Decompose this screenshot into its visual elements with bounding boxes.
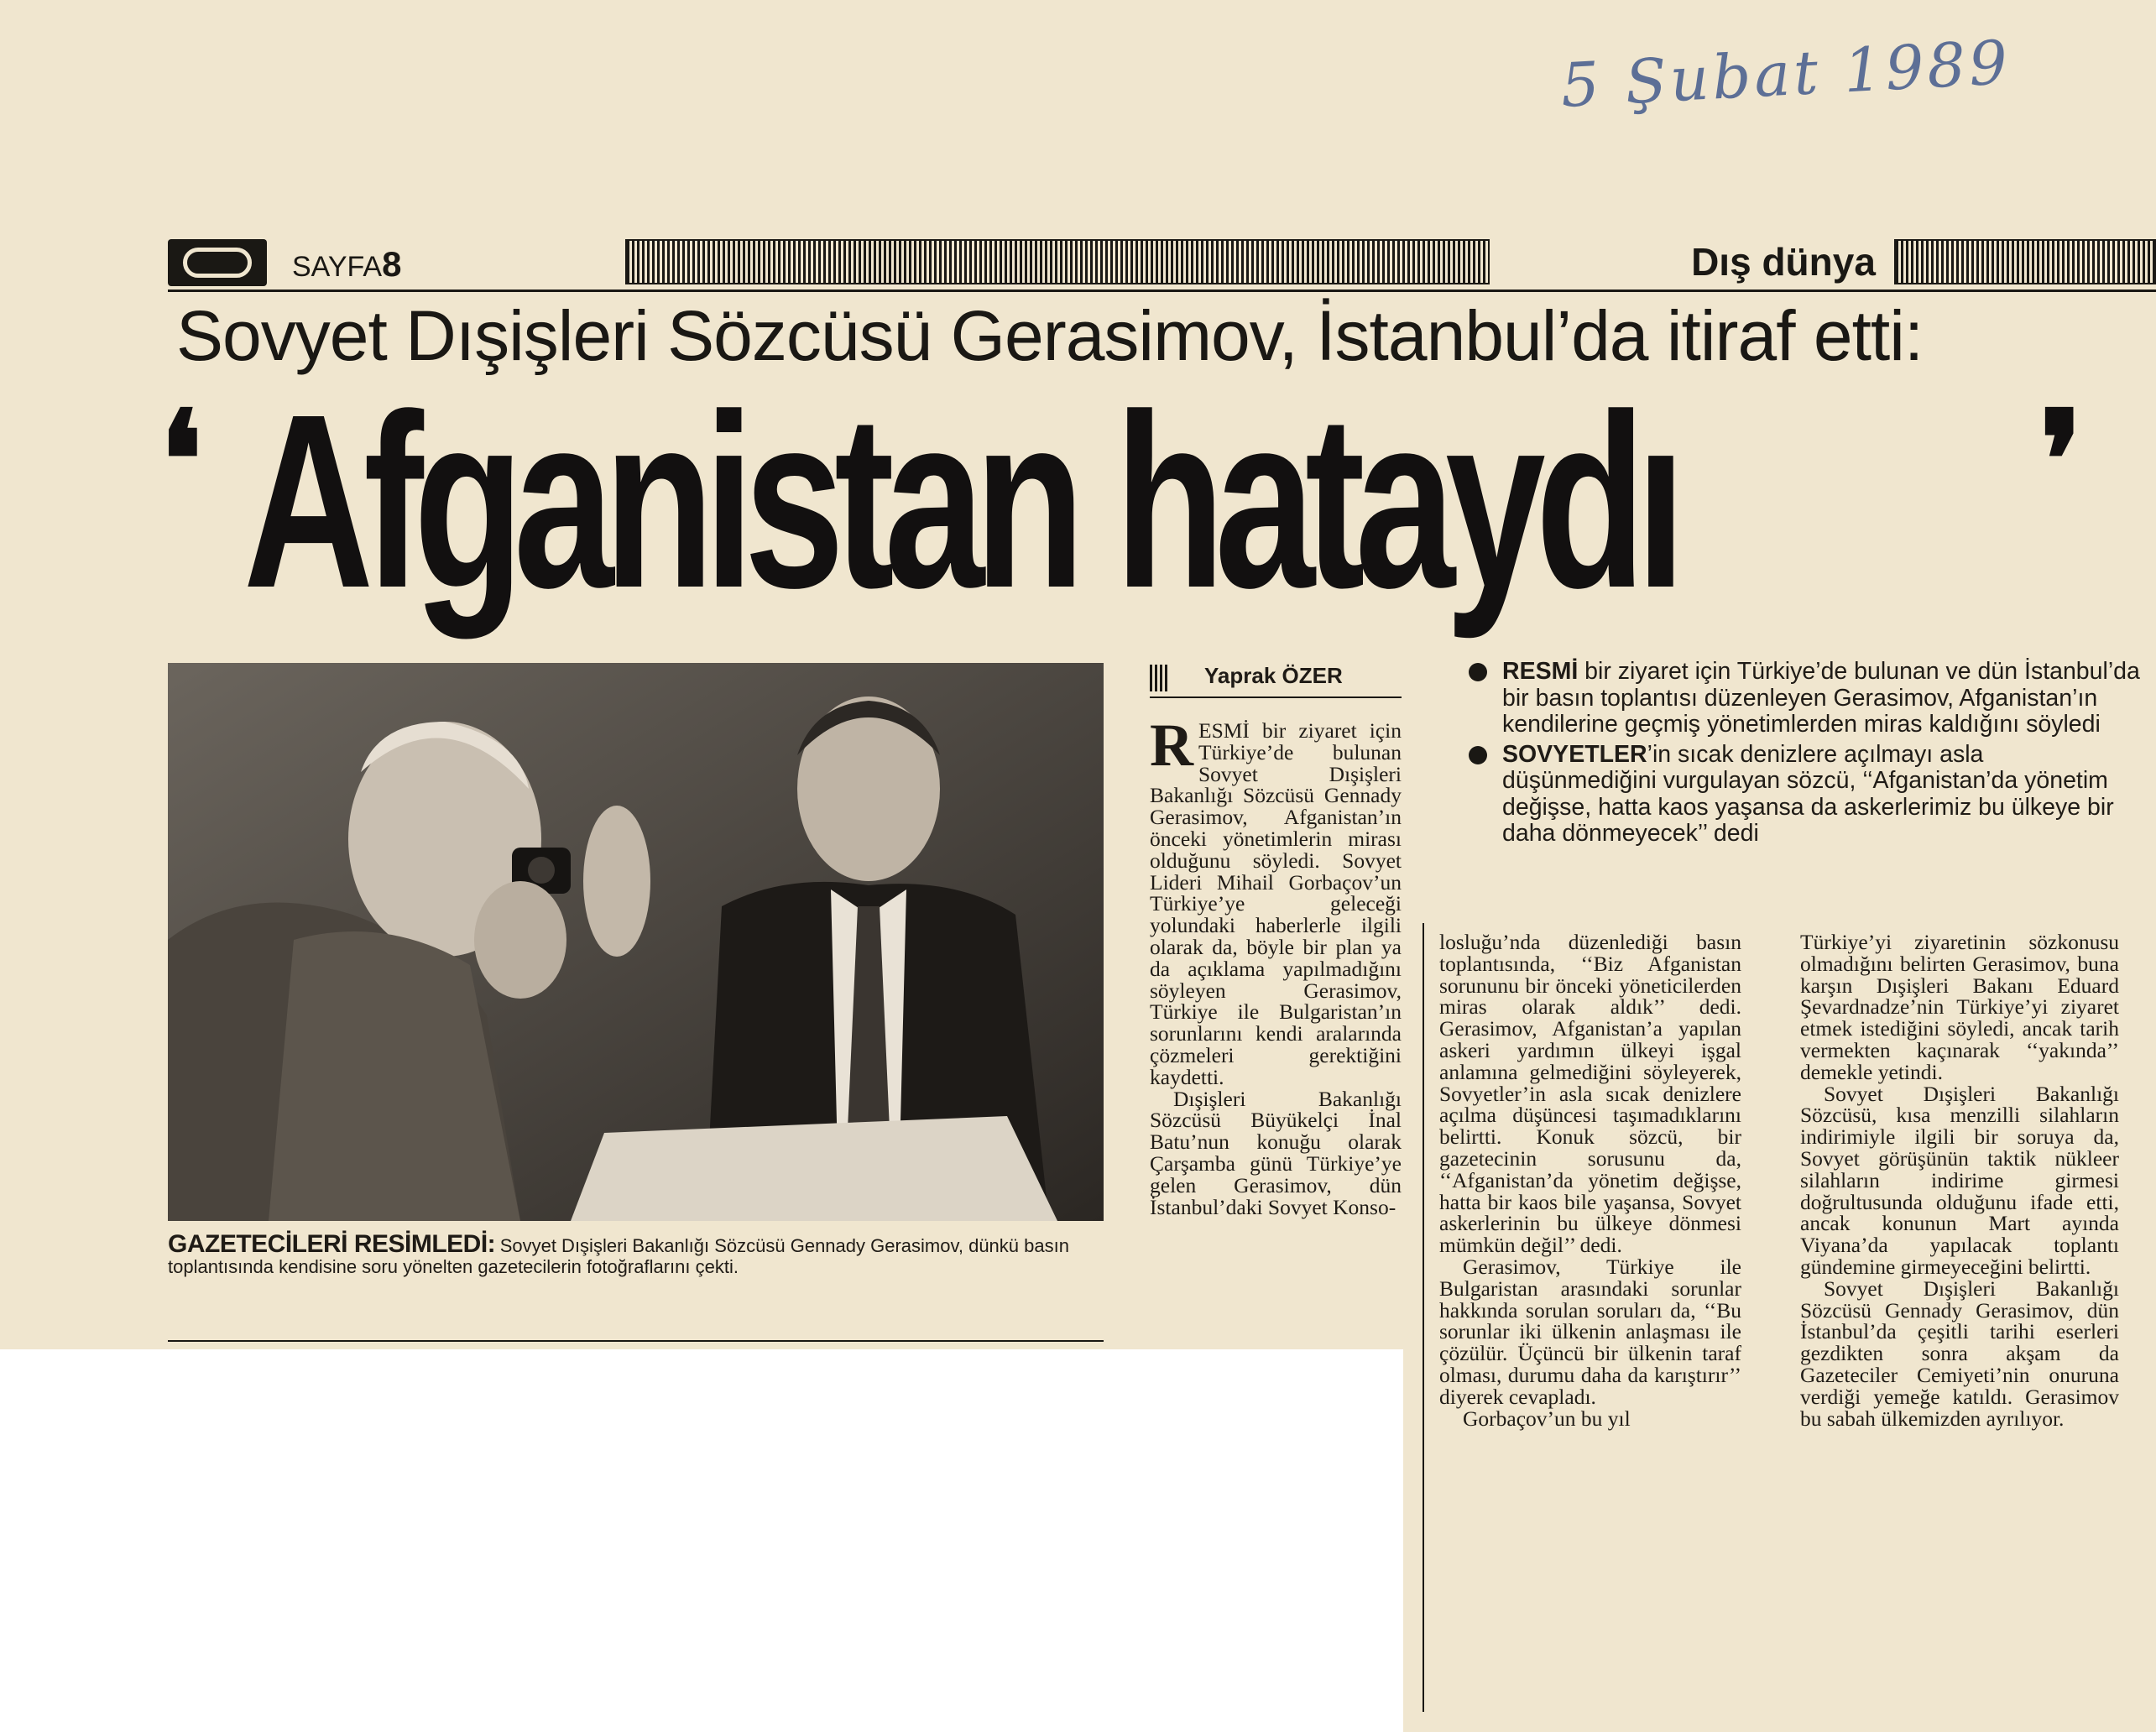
article-paragraph: Sovyet Dışişleri Bakanlığı Sözcüsü Gennady Gerasimov, dün İstanbul’da çeşitli tarihi eserleri gezdikten sonra akşam da Gazeteciler Cemiyeti’nin onuruna verdiği yemeğe katıldı. Gerasimov bu sabah ülkemizden ayrılıyor. (1800, 1276, 2119, 1431)
article-paragraph: Gorbaçov’un bu yıl (1463, 1406, 1631, 1431)
caption-rule (168, 1340, 1104, 1342)
byline-square-icon (1150, 665, 1170, 691)
byline-block (1150, 663, 1402, 698)
open-quote-mark: ❛ (159, 387, 203, 536)
byline: Yaprak ÖZER (1204, 663, 1343, 688)
news-photo (168, 663, 1104, 1221)
article-paragraph: RESMİ bir ziyaret için Türkiye’de bulunan Sovyet Dışişleri Bakanlığı Sözcüsü Gennady Gerasimov, Afganistan’ın önceki yönetimlerin mirası olduğunu söyledi. Sovyet Lideri Mihail Gorbaçov’un Türkiye’ye geleceği yolundaki haberlerle ilgili olarak da, böyle bir plan ya da açıklama yapılmadığını söyleyen Gerasimov, Türkiye ile Bulgaristan’ın sorunlarını kendi aralarında çözmeleri gerektiğini kaydetti. (1150, 712, 1402, 1089)
article-column-3 (1800, 931, 2119, 1429)
summary-bullets (1469, 659, 2140, 851)
main-headline: Afganistan hataydı (243, 363, 1676, 639)
column-separator (1423, 923, 1424, 1712)
bullet-dot-icon (1469, 663, 1487, 681)
bullet-dot-icon (1469, 746, 1487, 764)
drop-cap: R (1150, 712, 1193, 779)
photo-caption (168, 1230, 1104, 1277)
newspaper-logo-icon (168, 239, 267, 286)
article-paragraph: losluğu’nda düzenlediği basın toplantısında, ‘‘Biz Afganistan sorununu bir önceki yöneticilerden miras olarak aldık’’ dedi. Gerasimov, Afganistan’a yapılan askeri yardımın ülkeyi işgal anlamına gelmediğini söyleyerek, Sovyetler’in asla sıcak denizlere açılma düşüncesi taşımadıklarını belirtti. Konuk sözcü, bir gazetecinin sorusunu da, ‘‘Afganistan’da yönetim değişse, hatta bir kaos bile yaşansa, Sovyet askerlerinin bu ülkeye dönmesi mümkün değil’’ dedi. (1439, 930, 1741, 1258)
header-hatch-left (625, 239, 1490, 284)
close-quote-mark: ❜ (2039, 387, 2083, 536)
byline-rule (1150, 696, 1402, 698)
article-paragraph: Gerasimov, Türkiye ile Bulgaristan arasındaki sorunlar hakkında sorulan soruları da, ‘‘Bu sorunlar iki ülkenin anlaşması ile çözülür. Üçüncü bir ülkenin taraf olması, durumu daha da karıştırır’’ diyerek cevapladı. (1439, 1254, 1741, 1409)
page-number: SAYFA8 (292, 244, 402, 284)
article-paragraph: Sovyet Dışişleri Bakanlığı Sözcüsü, kısa menzilli silahların indirimiyle ilgili bir soruya da, Sovyet görüşünün taktik nükleer silahların indirime girmesi doğrultusunda olduğunu ifade etti, ancak konunun Mart ayında Viyana’da yapılacak toplantı gündemine girmeyeceğini belirtti. (1800, 1081, 2119, 1279)
photo-caption-title: GAZETECİLERİ RESİMLEDİ: (168, 1230, 496, 1258)
summary-bullet: RESMİ bir ziyaret için Türkiye’de bulunan ve dün İstanbul’da bir basın toplantısı düzenleyen Gerasimov, Afganistan’ın kendilerine geçmiş yönetimlerden miras kaldığını söyledi (1469, 659, 2140, 738)
section-title: Dış dünya (1691, 240, 1876, 284)
handwritten-date: 5 Şubat 1989 (1558, 26, 2012, 121)
article-column-1 (1150, 712, 1402, 1219)
summary-bullet: SOVYETLER’in sıcak denizlere açılmayı asla düşünmediğini vurgulayan sözcü, ‘‘Afganistan’da yönetim değişse, hatta kaos yaşansa da askerlerimiz bu ülkeye bir daha dönmeyecek’’ dedi (1469, 742, 2140, 848)
kicker-headline: Sovyet Dışişleri Sözcüsü Gerasimov, İstanbul’da itiraf etti: (176, 296, 1924, 375)
header-hatch-right (1894, 239, 2156, 284)
header-rule (168, 290, 2156, 292)
article-paragraph: Türkiye’yi ziyaretinin sözkonusu olmadığını belirten Gerasimov, buna karşın Dışişleri Bakanı Eduard Şevardnadze’nin Türkiye’yi ziyaret etmek istediğini söyledi, ancak tarih vermekten kaçınarak ‘‘yakında’’ demekle yetindi. (1800, 930, 2119, 1084)
page-header (168, 239, 2156, 286)
article-paragraph: Dışişleri Bakanlığı Sözcüsü Büyükelçi İnal Batu’nun konuğu olarak Çarşamba günü Türkiye’ye gelen Gerasimov, dün İstanbul’daki Sovyet Konso- (1150, 1086, 1402, 1219)
article-column-2 (1439, 931, 1741, 1429)
photo-caption-text: Sovyet Dışişleri Bakanlığı Sözcüsü Gennady Gerasimov, dünkü basın toplantısında kendisine soru yönelten gazetecilerin fotoğraflarını çekti. (168, 1235, 1069, 1277)
